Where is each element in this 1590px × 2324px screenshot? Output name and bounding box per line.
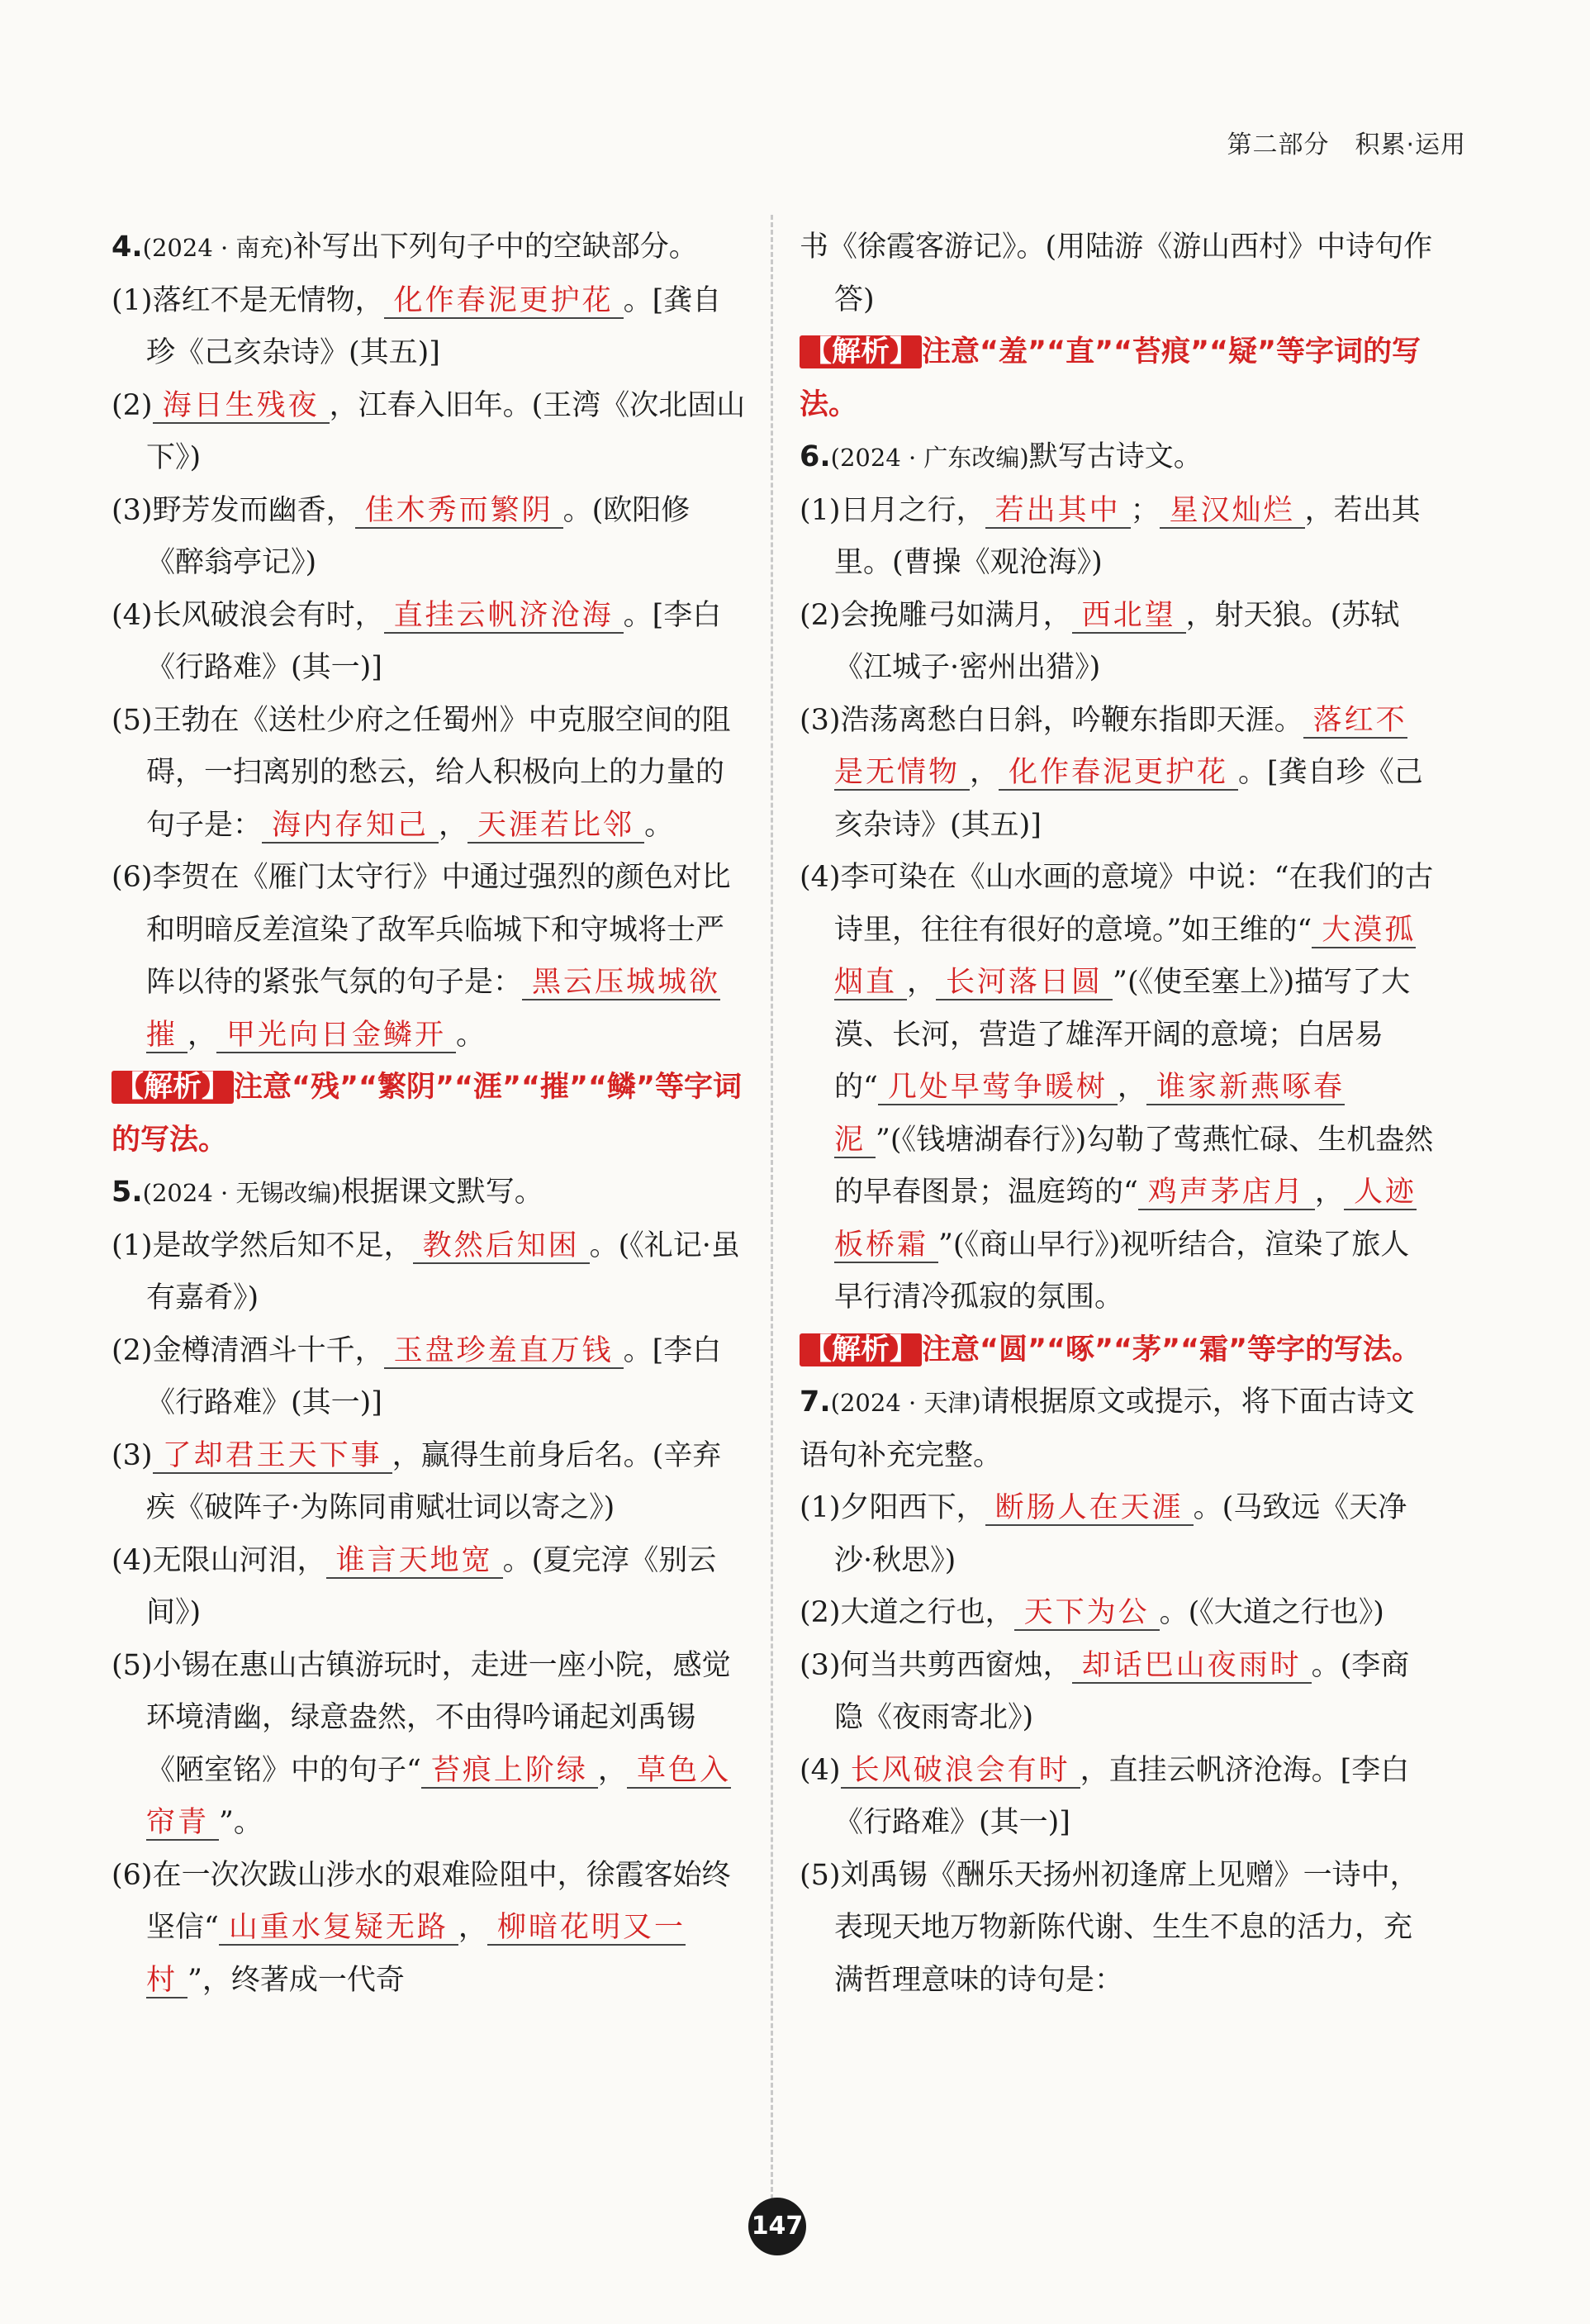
q6-item-4 (800, 852, 1436, 1324)
q4-item-2 (112, 380, 748, 485)
column-divider (771, 215, 773, 2214)
item-text: ， (907, 966, 937, 999)
answer-blank: 了却君王天下事 (153, 1439, 392, 1474)
question-6-head (800, 431, 1436, 485)
item-text: ， (597, 1753, 627, 1787)
answer-blank: 断肠人在天涯 (985, 1491, 1194, 1526)
question-source: (2024 · 天津) (830, 1389, 981, 1417)
item-text: 。 (644, 808, 674, 842)
item-text: ， (187, 1018, 217, 1052)
analysis-tag: 【解析】 (112, 1071, 234, 1104)
answer-blank: 草色入帘青 (146, 1753, 731, 1839)
question-number: 7. (800, 1385, 831, 1419)
item-text: (1)夕阳西下， (800, 1491, 985, 1524)
item-text: ， (458, 1911, 487, 1944)
item-text: (2)金樽清酒斗十千， (112, 1333, 384, 1367)
item-text: ”，终著成一代奇 (187, 1963, 405, 1997)
q7-item-1 (800, 1482, 1436, 1587)
answer-blank: 海内存知己 (262, 809, 439, 844)
q6-item-1 (800, 485, 1436, 590)
answer-blank: 苔痕上阶绿 (421, 1754, 598, 1789)
q6-item-3 (800, 695, 1436, 853)
q4-item-6 (112, 852, 748, 1062)
item-text: 。(《礼记·虽有嘉肴》) (146, 1229, 740, 1314)
item-text: (3)野芳发而幽香， (112, 493, 355, 527)
analysis-tag: 【解析】 (800, 1333, 922, 1366)
item-text: ，若出其里。(曹操《观沧海》) (834, 493, 1421, 579)
q4-analysis (112, 1062, 748, 1167)
answer-blank: 长风破浪会有时 (841, 1754, 1080, 1789)
answer-blank: 化作春泥更护花 (384, 284, 624, 319)
answer-blank: 天下为公 (1014, 1596, 1160, 1631)
question-source: (2024 · 南充) (142, 234, 293, 262)
question-prompt: 根据课文默写。 (340, 1176, 543, 1209)
item-text: (2)大道之行也， (800, 1596, 1014, 1629)
item-text: 。[龚自珍《己亥杂诗》(其五)] (834, 756, 1423, 842)
item-text: 。(夏完淳《别云间》) (146, 1543, 717, 1629)
page-number: 147 (748, 2198, 806, 2255)
question-number: 5. (112, 1176, 143, 1209)
q6-item-2 (800, 590, 1436, 695)
q7-item-3 (800, 1640, 1436, 1745)
item-text: (3)浩荡离愁白日斜，吟鞭东指即天涯。 (800, 703, 1303, 737)
answer-blank: 却话巴山夜雨时 (1072, 1649, 1312, 1684)
answer-blank: 山重水复疑无路 (219, 1911, 458, 1946)
q7-item-4 (800, 1745, 1436, 1850)
item-text: 。(《大道之行也》) (1159, 1596, 1384, 1629)
q5-item-1 (112, 1220, 748, 1325)
q7-item-5 (800, 1850, 1436, 2008)
q5-item-6-continued: 书《徐霞客游记》。(用陆游《游山西村》中诗句作答) (800, 230, 1433, 316)
answer-blank: 直挂云帆济沧海 (384, 599, 624, 634)
answer-blank: 柳暗花明又一村 (146, 1911, 686, 1997)
item-text: (3) (112, 1438, 153, 1472)
answer-blank: 谁言天地宽 (326, 1544, 503, 1579)
item-text: (4)无限山河泪， (112, 1543, 326, 1577)
item-text: (1)是故学然后知不足， (112, 1229, 413, 1262)
question-4-head (112, 221, 748, 275)
item-text: 。(马致远《天净沙·秋思》) (834, 1491, 1407, 1577)
item-text: ； (1130, 493, 1160, 527)
question-5-head (112, 1167, 748, 1220)
item-text: ”(《钱塘湖春行》)勾勒了莺燕忙碌、生机盎然的早春图景；温庭筠的“ (834, 1123, 1434, 1209)
answer-blank: 化作春泥更护花 (999, 756, 1238, 791)
q5-item-5 (112, 1640, 748, 1850)
q6-analysis (800, 1324, 1436, 1377)
answer-blank: 黑云压城城欲摧 (146, 966, 721, 1052)
answer-blank: 星汉灿烂 (1160, 494, 1305, 529)
section-header: 第二部分 积累·运用 (1227, 131, 1466, 159)
item-text: 。[李白《行路难》(其一)] (146, 598, 722, 684)
item-text: (4)长风破浪会有时， (112, 598, 384, 632)
item-text: 。(欧阳修《醉翁亭记》) (146, 493, 691, 579)
item-text: 。(李商隐《夜雨寄北》) (834, 1648, 1410, 1734)
answer-blank: 教然后知困 (413, 1229, 590, 1264)
item-text: (5)小锡在惠山古镇游玩时，走进一座小院，感觉环境清幽，绿意盎然，不由得吟诵起刘禹锡《陋室铭》中的句子“ (112, 1648, 731, 1787)
answer-blank: 谁家新燕啄春泥 (834, 1071, 1345, 1157)
q4-item-5 (112, 695, 748, 853)
analysis-text: 注意“圆”“啄”“茅”“霜”等字的写法。 (922, 1333, 1422, 1366)
question-prompt: 补写出下列句子中的空缺部分。 (292, 230, 698, 264)
item-text: ，射天狼。(苏轼《江城子·密州出猎》) (834, 598, 1400, 684)
right-column (800, 221, 1436, 2007)
q7-item-2 (800, 1587, 1436, 1640)
question-number: 6. (800, 440, 831, 473)
item-text: ，江春入旧年。(王湾《次北固山下》) (146, 388, 746, 474)
answer-blank: 人迹板桥霜 (834, 1176, 1417, 1262)
question-source: (2024 · 无锡改编) (142, 1179, 341, 1207)
q5-item-4 (112, 1535, 748, 1640)
item-text: (2) (112, 388, 153, 422)
item-text: ”(《使至塞上》)描写了大漠、长河，营造了雄浑开阔的意境；白居易的“ (834, 966, 1411, 1104)
answer-blank: 佳木秀而繁阴 (355, 494, 563, 529)
answer-blank: 若出其中 (985, 494, 1131, 529)
item-text: (2)会挽雕弓如满月， (800, 598, 1072, 632)
analysis-tag: 【解析】 (800, 335, 922, 368)
q5-item-3 (112, 1430, 748, 1535)
item-text: (3)何当共剪西窗烛， (800, 1648, 1072, 1682)
q5-item-2 (112, 1325, 748, 1430)
item-text: ”(《商山早行》)视听结合，渲染了旅人早行清冷孤寂的氛围。 (834, 1228, 1410, 1314)
item-text: 。[龚自珍《己亥杂诗》(其五)] (146, 283, 722, 369)
item-text: ”。 (219, 1806, 263, 1839)
item-text: 。[李白《行路难》(其一)] (146, 1333, 722, 1419)
question-prompt: 请根据原文或提示，将下面古诗文语句补充完整。 (800, 1385, 1415, 1472)
answer-blank: 大漠孤烟直 (834, 913, 1417, 999)
item-text: 。 (456, 1018, 486, 1052)
item-text: (1)落红不是无情物， (112, 283, 384, 317)
item-text: ， (970, 756, 999, 789)
analysis-text: 注意“羞”“直”“苔痕”“疑”等字词的写法。 (800, 335, 1422, 421)
q4-item-1 (112, 275, 748, 380)
answer-blank: 天涯若比邻 (468, 809, 644, 844)
question-number: 4. (112, 230, 143, 264)
item-text: (4) (800, 1753, 841, 1787)
item-text: (6)在一次次跋山涉水的艰难险阻中，徐霞客始终坚信“ (112, 1858, 731, 1944)
item-text: ， (1117, 1071, 1146, 1104)
answer-blank: 海日生残夜 (153, 389, 330, 424)
item-text: ， (439, 808, 468, 842)
q5-item-6 (112, 1850, 748, 2008)
question-prompt: 默写古诗文。 (1028, 440, 1203, 473)
answer-blank: 甲光向日金鳞开 (216, 1019, 456, 1053)
answer-blank: 落红不是无情物 (834, 703, 1407, 789)
left-column (112, 221, 748, 2007)
item-text: ，直挂云帆济沧海。[李白《行路难》(其一)] (834, 1753, 1410, 1839)
answer-blank: 鸡声茅店月 (1138, 1176, 1315, 1210)
item-text: (5)刘禹锡《酬乐天扬州初逢席上见赠》一诗中，表现天地万物新陈代谢、生生不息的活力，充满哲理意味的诗句是： (800, 1858, 1419, 1997)
answer-blank: 长河落日圆 (936, 966, 1113, 1000)
q5-analysis (800, 326, 1436, 431)
item-text: (6)李贺在《雁门太守行》中通过强烈的颜色对比和明暗反差渲染了敌军兵临城下和守城将士严阵以待的紧张气氛的句子是： (112, 861, 731, 999)
item-text: (5)王勃在《送杜少府之任蜀州》中克服空间的阻碍，一扫离别的愁云，给人积极向上的力量的句子是： (112, 703, 731, 842)
item-text: (4)李可染在《山水画的意境》中说：“在我们的古诗里，往往有很好的意境。”如王维的“ (800, 861, 1434, 947)
answer-blank: 西北望 (1072, 599, 1186, 634)
question-7-head (800, 1376, 1436, 1482)
analysis-text: 注意“残”“繁阴”“涯”“摧”“鳞”等字词的写法。 (112, 1071, 743, 1157)
answer-blank: 玉盘珍羞直万钱 (384, 1334, 624, 1369)
item-text: ，赢得生前身后名。(辛弃疾《破阵子·为陈同甫赋壮词以寄之》) (146, 1438, 722, 1524)
q4-item-4 (112, 590, 748, 695)
item-text: ， (1314, 1176, 1344, 1209)
question-source: (2024 · 广东改编) (830, 444, 1029, 472)
answer-blank: 几处早莺争暖树 (878, 1071, 1118, 1105)
item-text: (1)日月之行， (800, 493, 985, 527)
q4-item-3 (112, 485, 748, 590)
